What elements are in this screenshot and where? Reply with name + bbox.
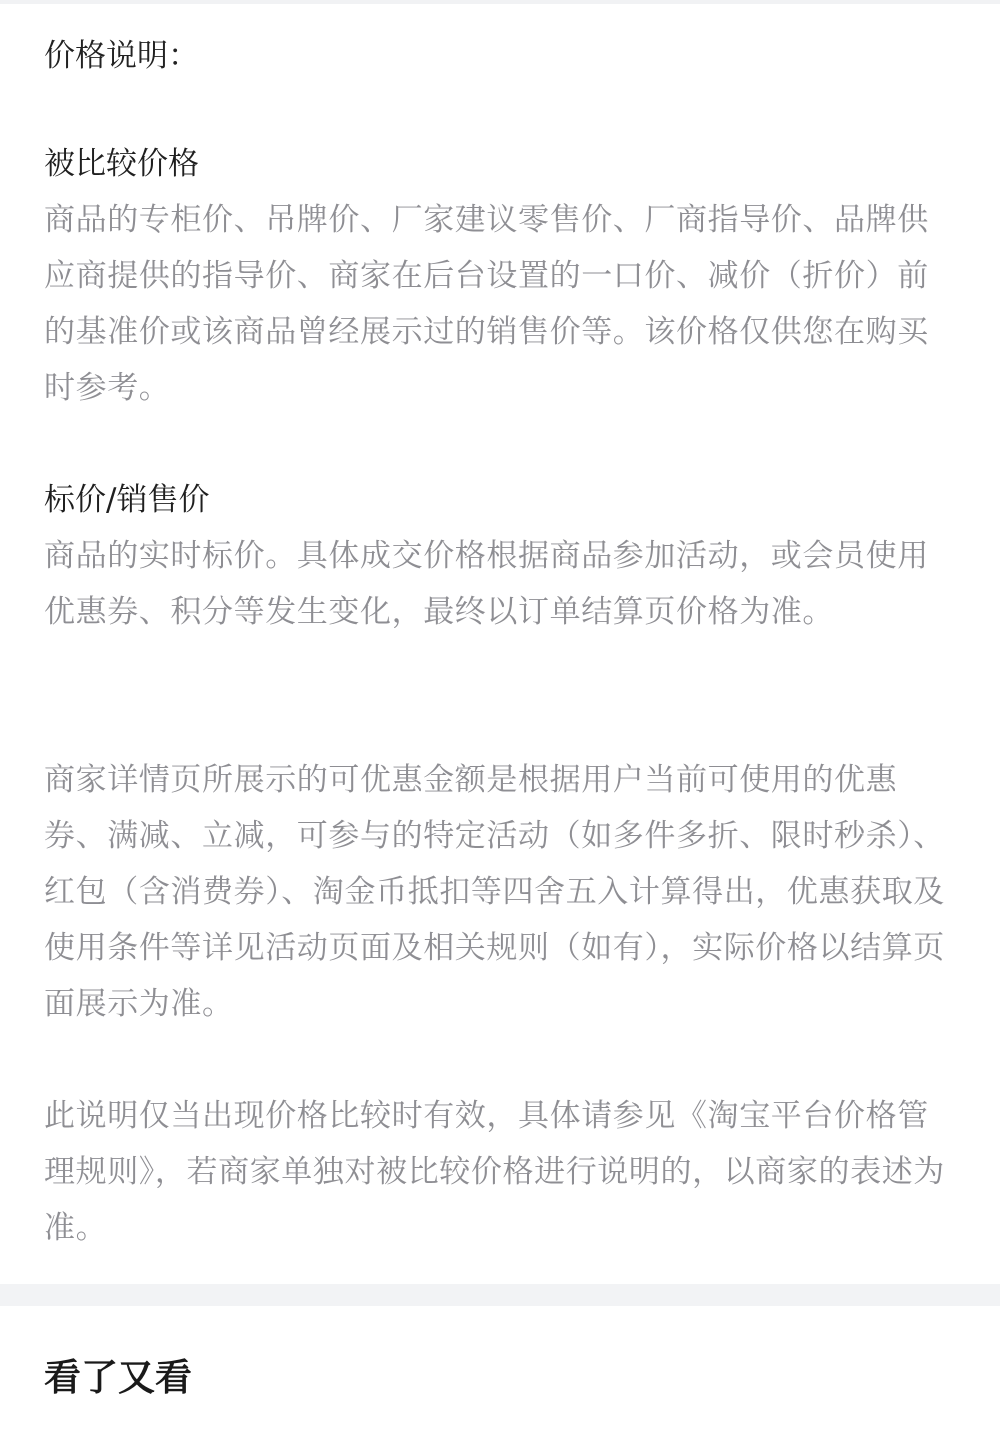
recommend-section: [0, 1306, 1000, 1434]
list-price-heading: 标价/销售价: [44, 482, 210, 518]
discount-amount-note: 商家详情页所展示的可优惠金额是根据用户当前可使用的优惠券、满减、立减，可参与的特定活动（如多件多折、限时秒杀）、红包（含消费券）、淘金币抵扣等四舍五入计算得出，优惠获取及使用条件等详见活动页面及相关规则（如有），实际价格以结算页面展示为准。: [44, 762, 945, 1022]
recommend-title: 看了又看: [44, 1356, 192, 1399]
price-explanation-title: 价格说明：: [44, 38, 199, 74]
price-explanation-card: [0, 4, 1000, 1284]
compared-price-heading: 被比较价格: [44, 146, 199, 182]
price-rule-note: 此说明仅当出现价格比较时有效，具体请参见《淘宝平台价格管理规则》，若商家单独对被比较价格进行说明的，以商家的表述为准。: [44, 1098, 945, 1246]
compared-price-description: 商品的专柜价、吊牌价、厂家建议零售价、厂商指导价、品牌供应商提供的指导价、商家在后台设置的一口价、减价（折价）前的基准价或该商品曾经展示过的销售价等。该价格仅供您在购买时参考。: [44, 202, 929, 406]
list-price-description: 商品的实时标价。具体成交价格根据商品参加活动，或会员使用优惠券、积分等发生变化，最终以订单结算页价格为准。: [44, 538, 929, 630]
section-divider: [0, 1284, 1000, 1306]
